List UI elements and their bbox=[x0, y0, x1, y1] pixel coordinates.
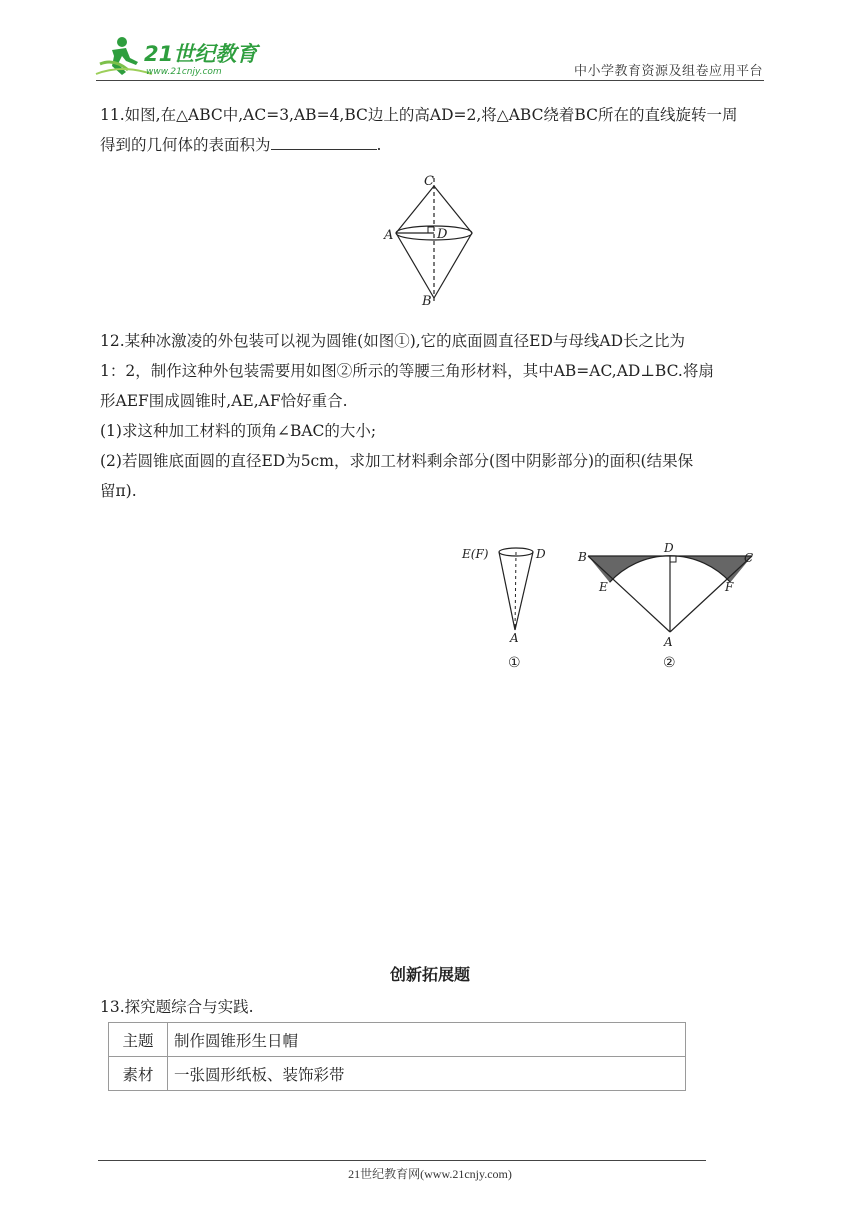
q12-part1: (1)求这种加工材料的顶角∠BAC的大小; bbox=[100, 422, 377, 440]
table-value: 一张圆形纸板、装饰彩带 bbox=[168, 1057, 686, 1091]
q13-title: 13.探究题综合与实践. bbox=[100, 998, 254, 1016]
logo-text: 21世纪教育 bbox=[144, 42, 258, 66]
shaded-region-left bbox=[588, 556, 670, 582]
label-c: C bbox=[744, 551, 754, 565]
q11-line1: 11.如图,在△ABC中,AC=3,AB=4,BC边上的高AD=2,将△ABC绕着BC所在的直线旋转一周 bbox=[100, 106, 738, 124]
label-f: F bbox=[725, 580, 734, 594]
q12-part2a: (2)若圆锥底面圆的直径ED为5cm，求加工材料剩余部分(图中阴影部分)的面积(结果保 bbox=[100, 452, 694, 470]
edge-b-right bbox=[434, 233, 472, 298]
cone-edge-left bbox=[499, 552, 515, 630]
label-a: A bbox=[384, 228, 394, 243]
q11-line2-text: 得到的几何体的表面积为 bbox=[100, 136, 271, 154]
q11-line2-end: . bbox=[376, 136, 382, 154]
label-ef: E(F) bbox=[462, 547, 489, 561]
figure-double-cone bbox=[382, 172, 482, 310]
table-row bbox=[109, 1057, 686, 1091]
question-11 bbox=[100, 100, 737, 160]
label-c: C bbox=[424, 174, 434, 189]
footer-text: 21世纪教育网(www.21cnjy.com) bbox=[348, 1167, 512, 1181]
figure-number-1: ① bbox=[508, 655, 521, 671]
logo-url: www.21cnjy.com bbox=[146, 67, 222, 77]
table-key: 素材 bbox=[109, 1057, 168, 1091]
table-key: 主题 bbox=[109, 1023, 168, 1057]
figure-triangle-sector bbox=[572, 540, 762, 672]
site-logo bbox=[92, 34, 262, 80]
label-a: A bbox=[664, 635, 673, 649]
cone-height bbox=[515, 552, 516, 630]
label-d: D bbox=[437, 227, 448, 242]
right-angle-mark bbox=[428, 227, 434, 233]
q13-table bbox=[108, 1022, 686, 1091]
q11-line2 bbox=[100, 130, 737, 160]
header-divider bbox=[96, 80, 764, 81]
label-d: D bbox=[664, 541, 674, 555]
label-a: A bbox=[510, 631, 519, 645]
table-value: 制作圆锥形生日帽 bbox=[168, 1023, 686, 1057]
label-e: E bbox=[599, 580, 608, 594]
q12-part2b: 留π). bbox=[100, 482, 137, 500]
cone-edge-right bbox=[515, 552, 533, 630]
label-d: D bbox=[536, 547, 546, 561]
figure-number-2: ② bbox=[663, 655, 676, 671]
label-b: B bbox=[578, 550, 587, 564]
q12-line3: 形AEF围成圆锥时,AE,AF恰好重合. bbox=[100, 392, 348, 410]
edge-ab bbox=[396, 233, 434, 298]
footer-divider bbox=[98, 1160, 706, 1161]
table-row bbox=[109, 1023, 686, 1057]
section-title: 创新拓展题 bbox=[389, 965, 470, 984]
shaded-region-right bbox=[670, 556, 752, 582]
q12-line1: 12.某种冰激凌的外包装可以视为圆锥(如图①),它的底面圆直径ED与母线AD长之比为 bbox=[100, 332, 686, 350]
q12-line2: 1：2，制作这种外包装需要用如图②所示的等腰三角形材料，其中AB=AC,AD⊥BC.将扇 bbox=[100, 362, 714, 380]
label-b: B bbox=[422, 294, 432, 309]
answer-blank bbox=[271, 131, 377, 150]
figure-cone bbox=[456, 540, 576, 672]
question-12 bbox=[100, 326, 714, 506]
right-angle-mark bbox=[670, 556, 676, 562]
platform-name: 中小学教育资源及组卷应用平台 bbox=[574, 64, 764, 79]
